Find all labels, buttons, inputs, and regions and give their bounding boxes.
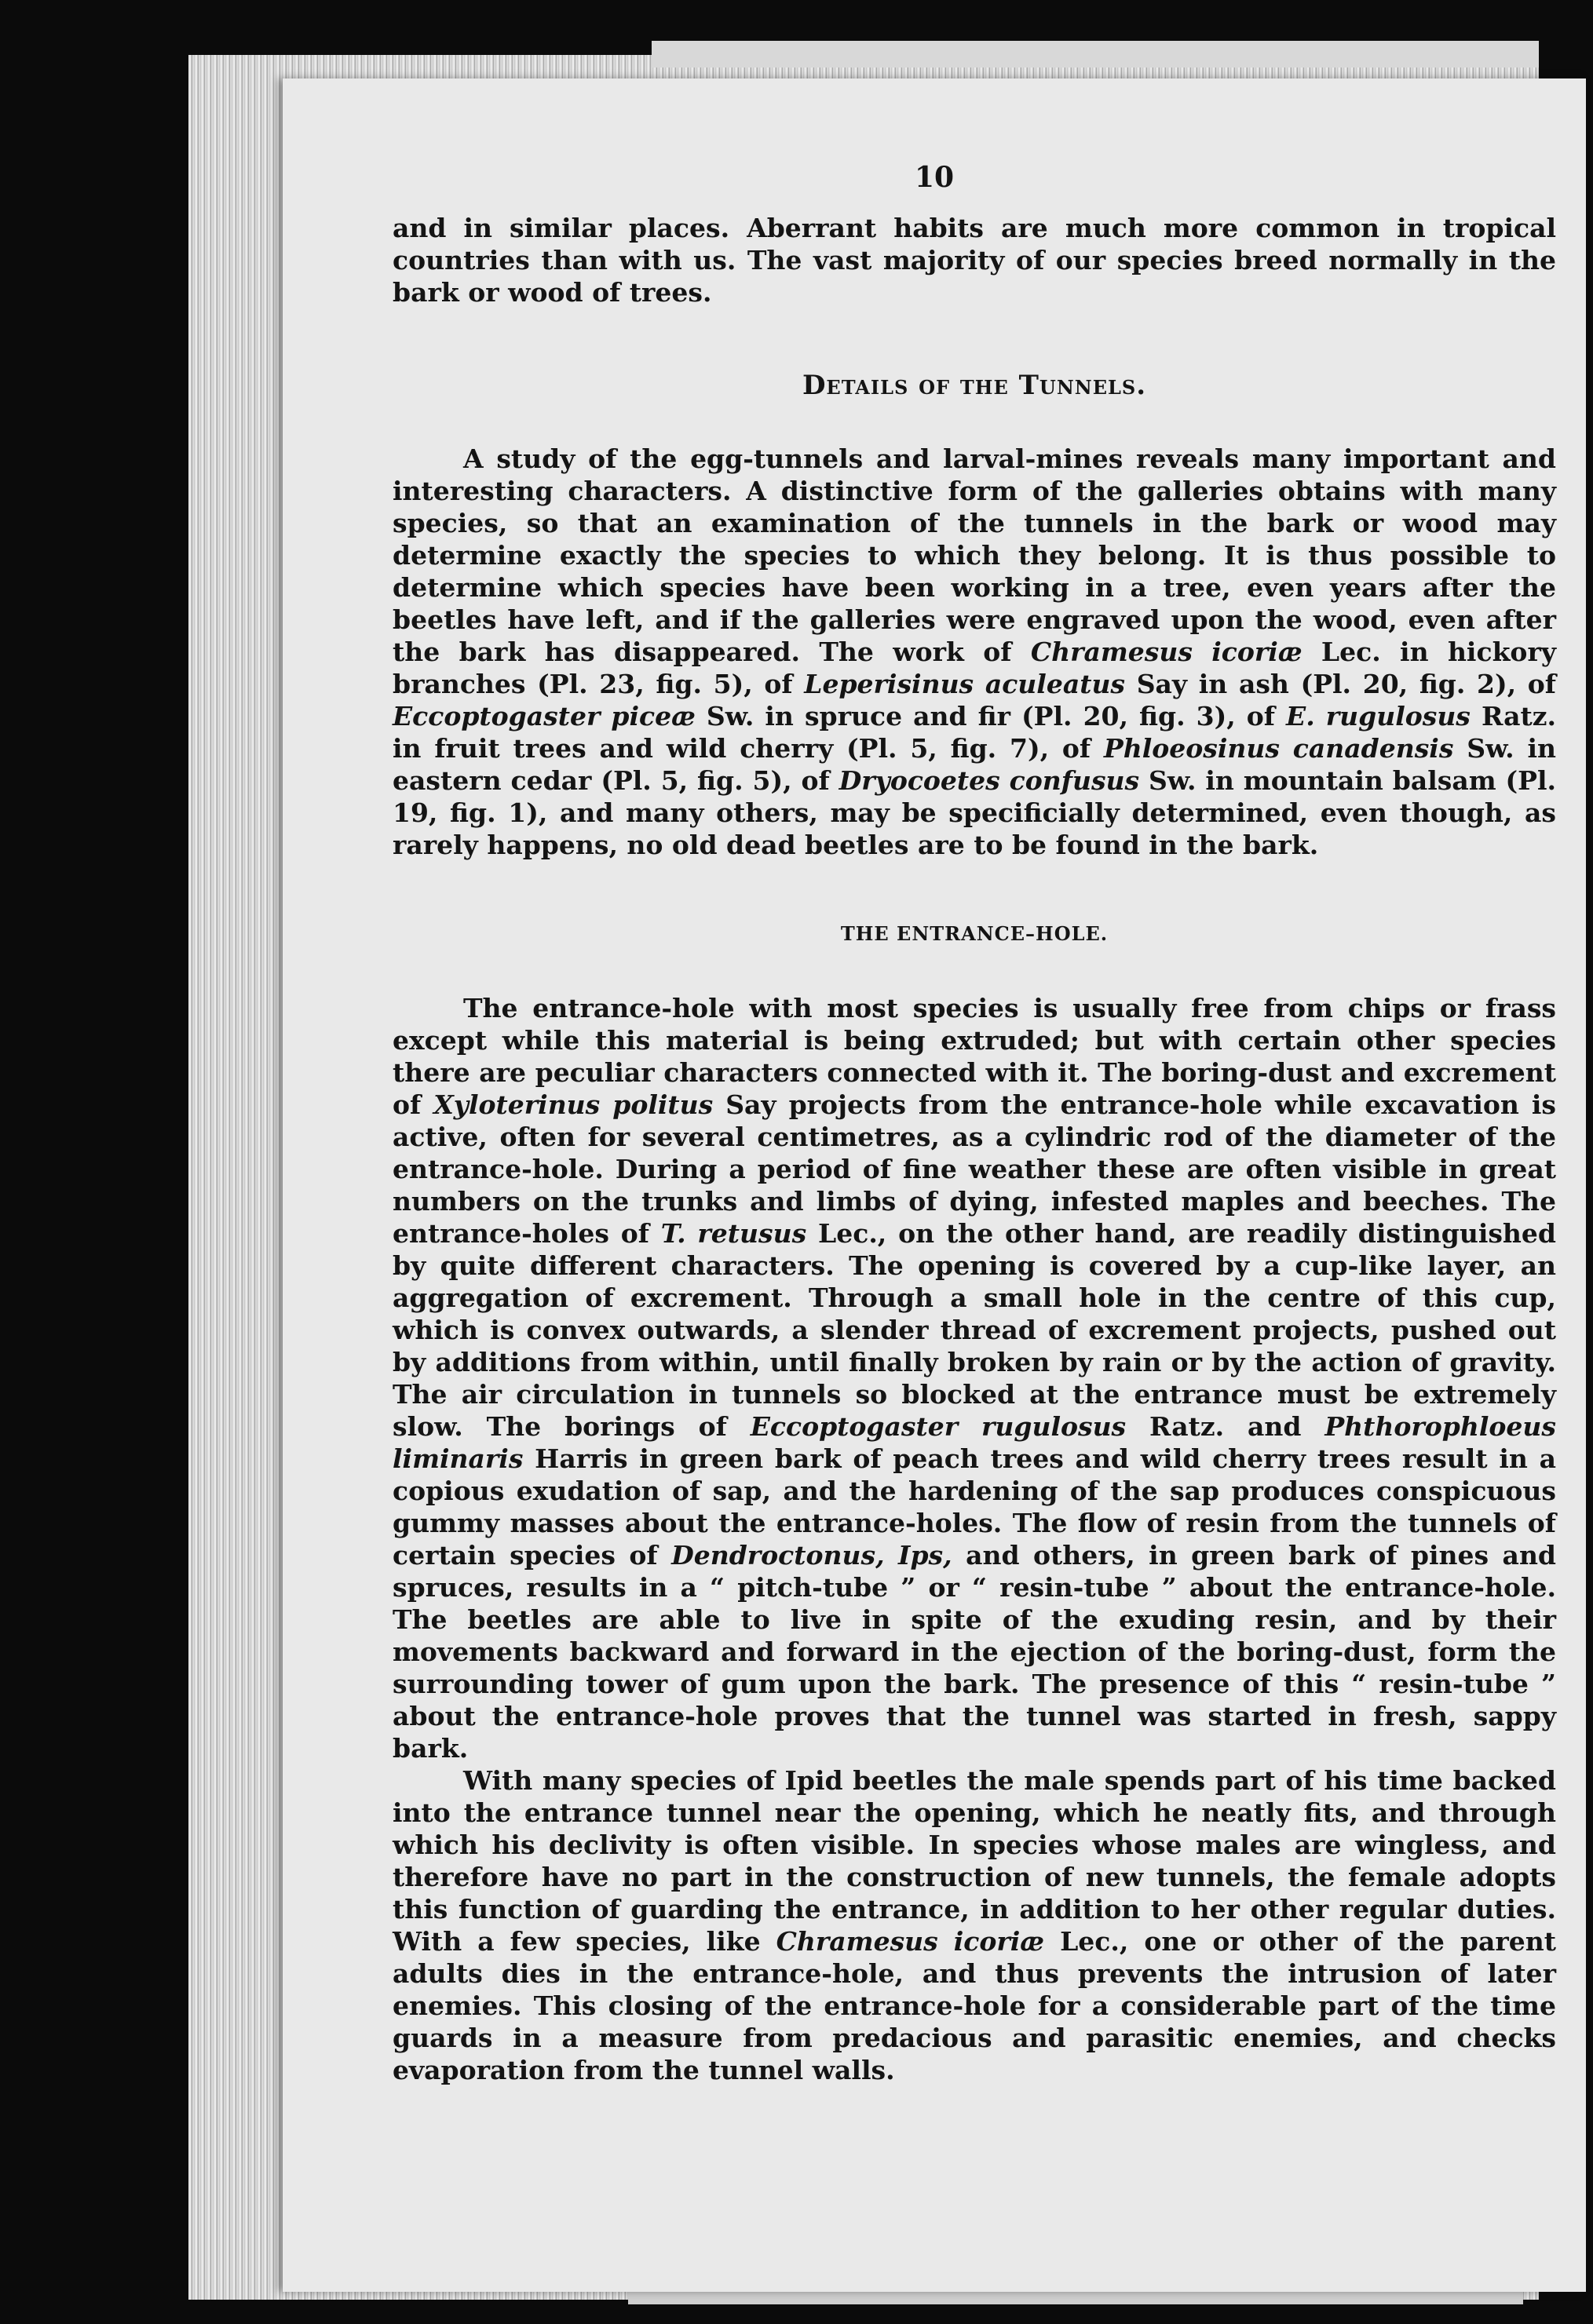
paragraph-continuation: and in similar places. Aberrant habits are much more common in tropical countries than with us. The vast majority of our species breed normally in the bark or wood of trees. bbox=[393, 213, 1556, 308]
paragraph-guarding-entrance: With many species of Ipid beetles the male spends part of his time backed into the entrance tunnel near the opening, which he neatly fits, and through which his declivity is often visible. In species whose males are wingless, and therefore have no part in the construction of new tunnels, the female adopts this function of guarding the entrance, in addition to her other regular duties. With a few species, like Chramesus icoriæ Lec., one or other of the parent adults dies in the entrance-hole, and thus prevents the intrusion of later enemies. This closing of the entrance-hole for a considerable part of the time guards in a measure from predacious and parasitic enemies, and checks evaporation from the tunnel walls. bbox=[393, 1765, 1557, 2085]
top-page-edge bbox=[652, 41, 1539, 67]
section-heading-entrance-hole: THE ENTRANCE–HOLE. bbox=[840, 922, 1109, 945]
book-page bbox=[283, 78, 1586, 2292]
page-number: 10 bbox=[914, 161, 955, 194]
section-heading-details-of-tunnels: Details of the Tunnels. bbox=[802, 370, 1147, 401]
paragraph-entrance-hole: The entrance-hole with most species is usually free from chips or frass except while this material is being extruded; but with certain other species there are peculiar characters connected with it. The boring-dust and excrement of Xyloterinus politus Say projects from the entrance-hole while excavation is active, often for several centimetres, as a cylindric rod of the diameter of the entrance-hole. During a period of fine weather these are often visible in great numbers on the trunks and limbs of dying, infested maples and beeches. The entrance-holes of T. retusus Lec., on the other hand, are readily distinguished by quite different characters. The opening is covered by a cup-like layer, an aggregation of excrement. Through a small hole in the centre of this cup, which is convex outwards, a slender thread of excrement projects, pushed out by additions from within, until finally broken by rain or by the action of gravity. The air circulation in tunnels so blocked at the entrance must be extremely slow. The borings of Eccoptogaster rugulosus Ratz. and Phthorophloeus liminaris Harris in green bark of peach trees and wild cherry trees result in a copious exudation of sap, and the hardening of the sap produces conspicuous gummy masses about the entrance-holes. The flow of resin from the tunnels of certain species of Dendroctonus, Ips, and others, in green bark of pines and spruces, results in a “ pitch-tube ” or “ resin-tube ” about the entrance-hole. The beetles are able to live in spite of the exuding resin, and by their movements backward and forward in the ejection of the boring-dust, form the surrounding tower of gum upon the bark. The presence of this “ resin-tube ” about the entrance-hole proves that the tunnel was started in fresh, sappy bark. bbox=[393, 993, 1557, 1764]
page-content bbox=[393, 212, 1556, 2086]
paragraph-details: A study of the egg-tunnels and larval-mines reveals many important and interesting characters. A distinctive form of the galleries obtains with many species, so that an examination of the tunnels in the bark or wood may determine exactly the species to which they belong. It is thus possible to determine which species have been working in a tree, even years after the beetles have left, and if the galleries were engraved upon the wood, even after the bark has disappeared. The work of Chramesus icoriæ Lec. in hickory branches (Pl. 23, fig. 5), of Leperisinus aculeatus Say in ash (Pl. 20, fig. 2), of Eccoptogaster piceæ Sw. in spruce and fir (Pl. 20, fig. 3), of E. rugulosus Ratz. in fruit trees and wild cherry (Pl. 5, fig. 7), of Phloeosinus canadensis Sw. in eastern cedar (Pl. 5, fig. 5), of Dryocoetes confusus Sw. in mountain balsam (Pl. 19, fig. 1), and many others, may be specificially determined, even though, as rarely happens, no old dead beetles are to be found in the bark. bbox=[393, 443, 1557, 860]
